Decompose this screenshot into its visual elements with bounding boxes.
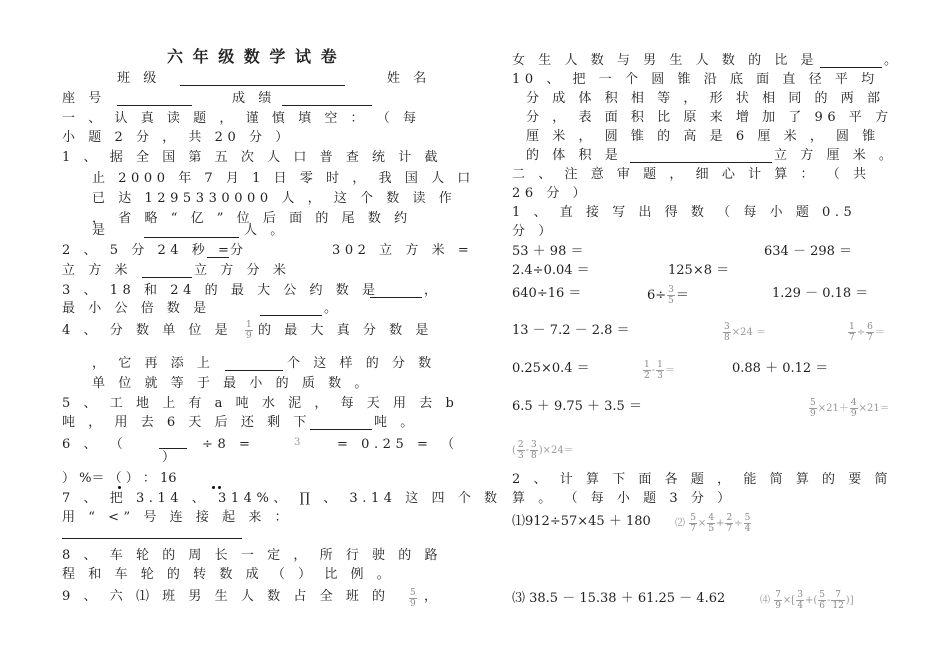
expr-4-f3-num: 5 <box>819 590 825 600</box>
q5-blank <box>310 416 372 430</box>
q9-line1-comma: ， <box>424 589 438 604</box>
q9-line2-a: 女 生 人 数 与 男 生 人 数 的 比 是 <box>512 53 819 68</box>
q9-line1: 9 、 六 ⑴ 班 男 生 人 数 占 全 班 的 <box>62 589 390 604</box>
q9-fraction <box>409 588 417 609</box>
q8-line1: 8 、 车 轮 的 周 长 一 定 ， 所 行 驶 的 路 <box>62 548 443 563</box>
q1-blank <box>144 224 239 238</box>
exam-title: 六年级数学试卷 <box>167 47 347 66</box>
q4-fraction-num: 1 <box>246 320 252 330</box>
calc-15-rest: ×21＝ <box>858 403 890 414</box>
repeat-dot-3 <box>218 486 221 489</box>
expr-4-f2 <box>796 590 804 611</box>
q2-blank1 <box>207 244 229 258</box>
q3-line1-a: 3 、 18 和 24 的 最 大 公 约 数 是 <box>62 283 380 298</box>
expr-2-f1 <box>689 513 697 534</box>
q7-line2: 用 “ <” 号 连 接 起 来 ： <box>62 510 293 525</box>
q2-line1-b: 分 <box>230 243 244 258</box>
calc-12 <box>642 360 675 381</box>
calc-15-f1 <box>809 398 817 419</box>
calc-15-f2-num: 4 <box>850 398 857 408</box>
q6-line1-a: 6 、 （ <box>62 437 128 452</box>
q4-line2-b: 个 这 样 的 分 数 <box>287 356 436 371</box>
q2-line1-c: 302 立 方 米 = <box>332 243 474 258</box>
calc-12-f2-num: 1 <box>657 360 663 370</box>
expr-2-f3-den: 7 <box>726 524 733 534</box>
calc-3: 2.4÷0.04 ＝ <box>512 263 590 278</box>
expr-4-f2-num: 3 <box>797 590 803 600</box>
calc-10-op: ÷ <box>856 327 866 338</box>
calc-2: 634 － 298 ＝ <box>764 244 853 259</box>
calc-12-op: - <box>651 365 656 376</box>
q6-line1-c: = 0.25 = （ <box>337 437 459 452</box>
calc-1: 53 ＋ 98 ＝ <box>512 244 584 259</box>
expr-4-f1 <box>774 590 782 611</box>
expr-2-f4-den: 4 <box>744 524 751 534</box>
q1-line3: 已 达 1295330000 人 ， 这 个 数 读 作 <box>92 191 457 206</box>
q2-line2-b: 立 方 分 米 <box>194 263 291 278</box>
calc-7: 1.29 － 0.18 ＝ <box>772 286 869 301</box>
q10-line4: 厘 米 ， 圆 锥 的 高 是 6 厘 米 ， 圆 锥 <box>526 129 880 144</box>
q3-blank2 <box>260 302 322 316</box>
calc-16 <box>512 440 574 461</box>
calc-12-f1-den: 2 <box>644 371 650 381</box>
expr-2-f2-den: 5 <box>708 524 715 534</box>
calc-5: 640÷16 ＝ <box>512 286 582 301</box>
expr-1: ⑴912÷57×45 ＋ 180 <box>512 514 651 529</box>
expr-2-f3-num: 2 <box>726 513 733 523</box>
calc-12-f1-num: 1 <box>644 360 650 370</box>
q9-fraction-num: 5 <box>410 588 416 598</box>
class-label: 班 级 <box>117 71 161 86</box>
calc-12-f1 <box>643 360 651 381</box>
calc-12-f2 <box>656 360 664 381</box>
q4-blank <box>225 357 283 371</box>
q1-line5-a: 是 <box>92 223 110 238</box>
calc-16-f1-den: 3 <box>517 451 524 461</box>
calc-16-rest: )×24＝ <box>538 445 574 456</box>
q3-blank1 <box>370 284 422 298</box>
expr-2-op1: × <box>697 518 707 529</box>
expr-4-f4 <box>831 590 844 611</box>
q5-line2-b: 吨 。 <box>374 415 418 430</box>
q2-blank2 <box>142 264 192 278</box>
calc-10-f1-den: 7 <box>849 333 855 343</box>
calc-14: 6.5 ＋ 9.75 ＋ 3.5 ＝ <box>512 399 642 414</box>
q10-line5-a: 的 体 积 是 <box>526 148 623 163</box>
q2-line2-a: 立 方 米 <box>62 263 133 278</box>
calc-12-eq: ＝ <box>664 365 675 376</box>
calc-6 <box>647 285 689 306</box>
expr-4-op1: ×[ <box>782 595 796 606</box>
calc-16-open: ( <box>512 445 516 456</box>
calc-10-f1-num: 1 <box>849 322 855 332</box>
q3-line2-b: 。 <box>324 301 338 316</box>
part1-heading-cont: 分 ） <box>512 224 556 239</box>
calc-9 <box>722 322 766 343</box>
calc-15-mid: ×21＋ <box>817 403 849 414</box>
calc-4: 125×8 ＝ <box>668 263 730 278</box>
expr-4-f3-den: 6 <box>819 601 825 611</box>
expr-2-op3: ÷ <box>734 518 743 529</box>
q6-line2: ） %＝ （ ） ： 16 <box>62 471 177 486</box>
section2-heading-cont: 26 分 ） <box>512 186 591 201</box>
calc-16-f2-num: 3 <box>531 440 537 450</box>
expr-4-op3: - <box>826 595 831 606</box>
q1-line2: 止 2000 年 7 月 1 日 零 时 ， 我 国 人 口 <box>92 171 475 186</box>
expr-4-f4-num: 7 <box>831 590 844 601</box>
q3-line2-a: 最 小 公 倍 数 是 <box>62 301 211 316</box>
expr-2-f2-num: 4 <box>708 513 715 523</box>
q4-fraction-den: 9 <box>246 331 252 341</box>
q5-line2-a: 吨 ， 用 去 6 天 后 还 剩 下 <box>62 415 311 430</box>
calc-6-b: ＝ <box>675 288 689 303</box>
q5-line1: 5 、 工 地 上 有 a 吨 水 泥 ， 每 天 用 去 b <box>62 396 459 411</box>
score-label: 成 绩 <box>232 91 276 106</box>
calc-6-fraction <box>667 285 675 306</box>
q10-blank <box>630 149 772 163</box>
repeat-dot-1 <box>118 486 121 489</box>
q9-line2-b: 。 <box>884 53 898 68</box>
expr-2-f4-num: 5 <box>744 513 751 523</box>
expr-4-label: ⑷ <box>760 595 770 606</box>
class-blank <box>180 72 345 86</box>
part2-heading-cont: 算 。 （ 每 小 题 3 分 ） <box>512 491 735 506</box>
expr-4-f2-den: 4 <box>797 601 803 611</box>
expr-2-f1-num: 5 <box>690 513 696 523</box>
q7-line1: 7 、 把 3.14 、 314%、 ∏ 、 3.14 这 四 个 数 <box>62 491 502 506</box>
q9-blank <box>820 54 882 68</box>
calc-16-f2-den: 8 <box>531 451 537 461</box>
q4-line3: 单 位 就 等 于 最 小 的 质 数 。 <box>92 376 372 391</box>
score-blank <box>282 92 372 106</box>
q1-line5-b: 人 。 <box>244 223 288 238</box>
q10-line2: 分 成 体 积 相 等 ， 形 状 相 同 的 两 部 <box>526 91 885 106</box>
calc-10-f2-den: 7 <box>867 333 873 343</box>
expr-2-op2: + <box>716 518 725 529</box>
expr-4-op2: +( <box>804 595 818 606</box>
expr-2 <box>675 513 752 534</box>
calc-15-f2-den: 9 <box>850 409 857 419</box>
calc-10 <box>847 322 885 343</box>
calc-15-f1-num: 5 <box>810 398 816 408</box>
calc-16-op: - <box>525 445 530 456</box>
expr-2-f2 <box>707 513 715 534</box>
q4-line2-a: ， 它 再 添 上 <box>92 356 215 371</box>
calc-9-num: 3 <box>724 322 730 332</box>
expr-2-f4 <box>744 513 752 534</box>
calc-6-a: 6÷ <box>647 288 667 303</box>
q7-answer-line <box>62 538 242 539</box>
calc-10-f2-num: 6 <box>867 322 873 332</box>
seat-label: 座 号 <box>62 91 106 106</box>
q4-fraction <box>245 320 253 341</box>
expr-2-f1-den: 7 <box>690 524 696 534</box>
q2-line1-a: 2 、 5 分 24 秒 = <box>62 243 234 258</box>
calc-9-rest: ×24 ＝ <box>731 327 767 338</box>
calc-11: 0.25×0.4 ＝ <box>512 361 590 376</box>
calc-10-f2 <box>866 322 874 343</box>
q3-line1-b: ， <box>424 283 438 298</box>
calc-15-f1-den: 9 <box>810 409 816 419</box>
calc-15-f2 <box>850 398 858 419</box>
q4-line1-a: 4 、 分 数 单 位 是 <box>62 323 233 338</box>
seat-blank <box>117 92 192 106</box>
q10-line1: 10 、 把 一 个 圆 锥 沿 底 面 直 径 平 均 <box>512 72 879 87</box>
q10-line3: 分 ， 表 面 积 比 原 来 增 加 了 96 平 方 <box>526 110 893 125</box>
calc-9-fraction <box>723 322 731 343</box>
calc-6-den: 5 <box>668 296 674 306</box>
section1-heading-cont: 小 题 2 分 ， 共 20 分 ） <box>62 130 293 145</box>
q10-line5-b: 立 方 厘 米 。 <box>774 148 897 163</box>
q9-fraction-den: 9 <box>410 599 416 609</box>
q6-fraction-num: 3 <box>294 437 301 448</box>
section1-heading: 一 、 认 真 读 题 ， 谨 慎 填 空 ： （ 每 <box>62 111 421 126</box>
q1-line1: 1 、 据 全 国 第 五 次 人 口 普 查 统 计 截 <box>62 150 443 165</box>
calc-10-f1 <box>848 322 856 343</box>
calc-16-f2 <box>530 440 538 461</box>
calc-15 <box>808 398 890 419</box>
expr-4-op4: )] <box>845 595 854 606</box>
calc-13: 0.88 ＋ 0.12 ＝ <box>732 361 829 376</box>
calc-9-den: 8 <box>724 333 730 343</box>
expr-4-f1-num: 7 <box>775 590 781 600</box>
calc-12-f2-den: 3 <box>657 371 663 381</box>
q6-denominator-paren: ） <box>162 450 176 465</box>
repeat-dot-2 <box>212 486 215 489</box>
expr-4 <box>760 590 854 611</box>
calc-16-f1 <box>517 440 525 461</box>
expr-2-label: ⑵ <box>675 518 685 529</box>
q4-line1-b: 的 最 大 真 分 数 是 <box>258 323 433 338</box>
expr-4-f4-den: 12 <box>832 601 844 611</box>
part1-heading: 1 、 直 接 写 出 得 数 （ 每 小 题 0.5 <box>512 205 857 220</box>
calc-8: 13 － 7.2 － 2.8 ＝ <box>512 323 630 338</box>
q6-line1-b: ÷8 = <box>202 437 255 452</box>
part2-heading: 2 、 计 算 下 面 各 题 ， 能 简 算 的 要 简 <box>512 472 893 487</box>
q1-line4: ， 省 略 “ 亿 ” 位 后 面 的 尾 数 约 <box>92 211 412 226</box>
q8-line2: 程 和 车 轮 的 转 数 成 （ ） 比 例 。 <box>62 567 395 582</box>
calc-16-f1-num: 2 <box>517 440 524 450</box>
expr-4-f1-den: 9 <box>775 601 781 611</box>
name-label: 姓 名 <box>387 71 431 86</box>
q6-fraction-bar <box>159 448 187 449</box>
expr-2-f3 <box>725 513 733 534</box>
expr-4-f3 <box>818 590 826 611</box>
section2-heading: 二 、 注 意 审 题 ， 细 心 计 算 ： （ 共 <box>512 167 871 182</box>
expr-3: ⑶ 38.5 － 15.38 ＋ 61.25 － 4.62 <box>512 591 726 606</box>
calc-10-eq: ＝ <box>874 327 885 338</box>
calc-6-num: 3 <box>668 285 674 295</box>
